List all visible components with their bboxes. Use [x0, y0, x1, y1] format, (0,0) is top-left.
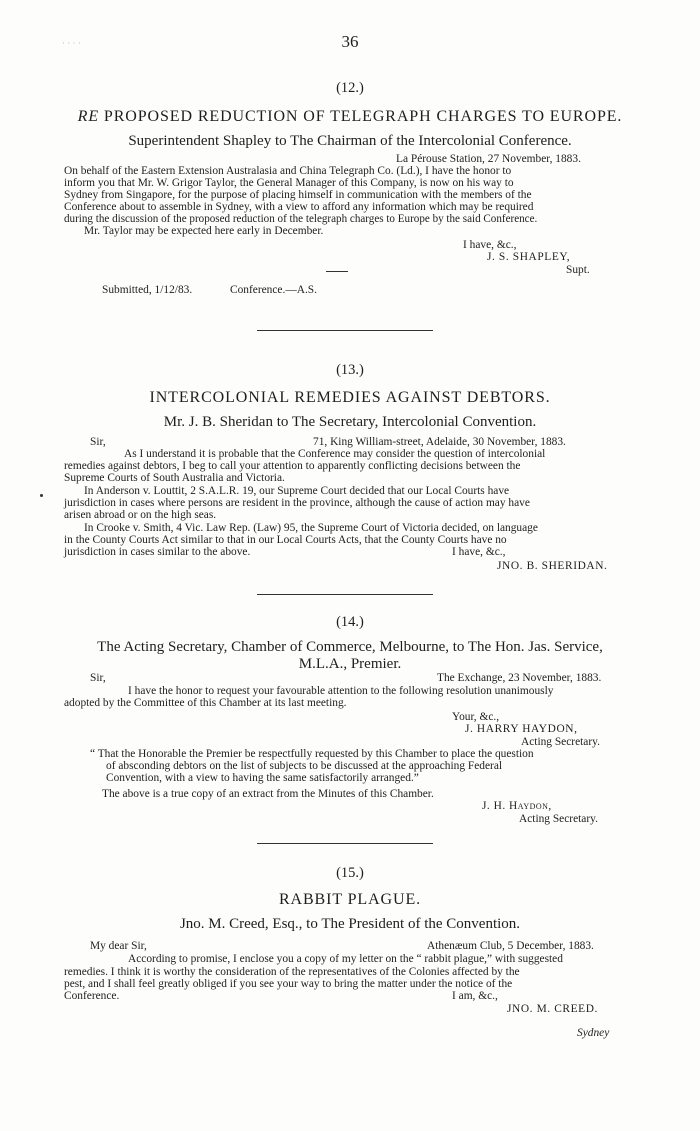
section-12-title [0, 108, 700, 126]
section-13-dateline: 71, King William-street, Adelaide, 30 November, 1883. [313, 436, 566, 448]
body-line: jurisdiction in cases where persons are resident in the province, although the cause of action may have [64, 497, 530, 509]
body-line: during the discussion of the proposed reduction of the telegraph charges to Europe by the said Conference. [64, 213, 538, 225]
section-14-signature2-title: Acting Secretary. [519, 813, 598, 825]
signature-dash [326, 271, 348, 272]
section-13-closing: I have, &c., [452, 546, 506, 558]
section-13-salutation: Sir, [90, 436, 106, 448]
body-line: pest, and I shall feel greatly obliged if you see your way to bring the matter under the notice of the [64, 978, 513, 990]
section-14-title-line2: M.L.A., Premier. [298, 656, 402, 672]
margin-dot [40, 494, 43, 497]
section-12-dateline: La Pérouse Station, 27 November, 1883. [396, 153, 581, 165]
section-12-title-re: RE [77, 108, 100, 125]
resolution-line: “ That the Honorable the Premier be respectfully requested by this Chamber to place the question [90, 748, 534, 760]
body-line: In Anderson v. Louttit, 2 S.A.L.R. 19, our Supreme Court decided that our Local Courts have [84, 485, 510, 497]
body-line: I have the honor to request your favourable attention to the following resolution unanimously [128, 685, 554, 697]
section-12-subtitle: Superintendent Shapley to The Chairman of the Intercolonial Conference. [128, 133, 572, 149]
section-14-signature-title: Acting Secretary. [521, 736, 600, 748]
body-line: Conference. [64, 990, 120, 1002]
section-14-title-line1: The Acting Secretary, Chamber of Commerce, Melbourne, to The Hon. Jas. Service, [97, 639, 603, 655]
section-14-number: (14.) [336, 614, 364, 630]
section-15-salutation: My dear Sir, [90, 940, 147, 952]
body-line: According to promise, I enclose you a copy of my letter on the “ rabbit plague,” with suggested [128, 953, 563, 965]
body-line: adopted by the Committee of this Chamber at its last meeting. [64, 697, 347, 709]
section-14-signature: J. HARRY HAYDON, [465, 723, 578, 735]
body-line: On behalf of the Eastern Extension Australasia and China Telegraph Co. (Ld.), I have the honor to [64, 165, 512, 177]
section-15-dateline: Athenæum Club, 5 December, 1883. [427, 940, 594, 952]
section-14-extract-note: The above is a true copy of an extract from the Minutes of this Chamber. [102, 788, 434, 800]
section-12-conference-note: Conference.—A.S. [230, 284, 317, 296]
section-15-number: (15.) [336, 865, 364, 881]
body-line: remedies against debtors, I beg to call your attention to apparently conflicting decisions between the [64, 460, 521, 472]
body-line: Mr. Taylor may be expected here early in December. [84, 225, 324, 237]
section-13-subtitle: Mr. J. B. Sheridan to The Secretary, Intercolonial Convention. [163, 414, 537, 430]
section-divider [257, 843, 433, 844]
footer-catchword: Sydney [577, 1027, 610, 1039]
section-divider [257, 594, 433, 595]
body-line: inform you that Mr. W. Grigor Taylor, the General Manager of this Company, is now on his way to [64, 177, 514, 189]
section-14-salutation: Sir, [90, 672, 106, 684]
section-12-closing: I have, &c., [463, 239, 517, 251]
section-15-subtitle: Jno. M. Creed, Esq., to The President of the Convention. [179, 916, 521, 932]
body-line: Sydney from Singapore, for the purpose of placing himself in communication with the members of the [64, 189, 532, 201]
section-15-signature: JNO. M. CREED. [507, 1003, 598, 1015]
body-line: arisen abroad or on the high seas. [64, 509, 217, 521]
section-13-signature: JNO. B. SHERIDAN. [497, 560, 608, 572]
section-13-number: (13.) [336, 362, 364, 378]
section-12-title-rest: PROPOSED REDUCTION OF TELEGRAPH CHARGES TO EUROPE. [99, 108, 623, 125]
section-12-signature: J. S. SHAPLEY, [487, 251, 571, 263]
section-14-dateline: The Exchange, 23 November, 1883. [437, 672, 602, 684]
section-14-signature2: J. H. Haydon, [482, 800, 552, 812]
section-13-title: INTERCOLONIAL REMEDIES AGAINST DEBTORS. [149, 389, 551, 406]
corner-mark: · · · · [62, 38, 81, 48]
resolution-line: Convention, with a view to having the same satisfactorily arranged.” [106, 772, 419, 784]
section-12-submitted-note: Submitted, 1/12/83. [102, 284, 193, 296]
section-12-signature-title: Supt. [566, 264, 590, 276]
body-line: jurisdiction in cases similar to the above. [64, 546, 251, 558]
section-12-number: (12.) [336, 80, 364, 96]
resolution-line: of absconding debtors on the list of subjects to be discussed at the approaching Federal [106, 760, 503, 772]
body-line: In Crooke v. Smith, 4 Vic. Law Rep. (Law) 95, the Supreme Court of Victoria decided, on language [84, 522, 538, 534]
section-divider [257, 330, 433, 331]
page-number: 36 [341, 32, 359, 51]
body-line: Supreme Courts of South Australia and Victoria. [64, 472, 285, 484]
body-line: in the County Courts Act similar to that in our Local Courts Acts, that the County Courts have no [64, 534, 507, 546]
body-line: Conference about to assemble in Sydney, with a view to afford any information which may be required [64, 201, 534, 213]
section-14-closing: Your, &c., [452, 711, 500, 723]
section-15-closing: I am, &c., [452, 990, 498, 1002]
section-15-title: RABBIT PLAGUE. [278, 891, 422, 908]
body-line: As I understand it is probable that the Conference may consider the question of intercolonial [124, 448, 546, 460]
body-line: remedies. I think it is worthy the consideration of the representatives of the Colonies affected by the [64, 966, 520, 978]
